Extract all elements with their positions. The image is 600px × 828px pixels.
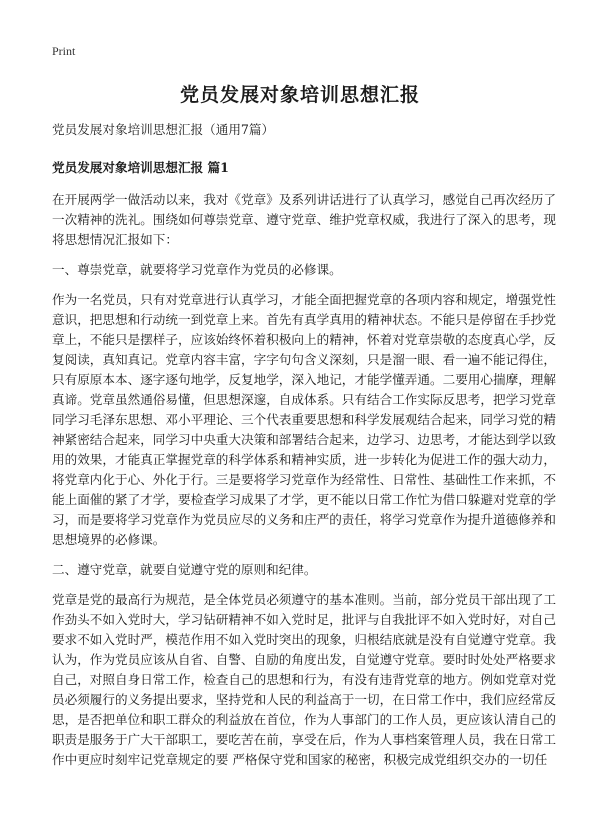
section-title: 党员发展对象培训思想汇报 篇1 [52,160,229,175]
paragraph-1: 作为一名党员，只有对党章进行认真学习，才能全面把握党章的各项内容和规定，增强党性意识，把思想和行动统一到党章上来。首先有真学真用的精神状态。不能只是停留在手抄党章上，不能只是摆样子，应该始终怀着积极向上的精神，怀着对党章崇敬的态度真心学，反复阅读，真知真记。党章内容丰富，字字句句含义深刻，只是溜一眼、看一遍不能记得住，只有原原本本、逐字逐句地学，反复地学，深入地记，才能学懂弄通。二要用心揣摩，理解真谛。党章虽然通俗易懂，但思想深邃，自成体系。只有结合工作实际反思考，把学习党章同学习毛泽东思想、邓小平理论、三个代表重要思想和科学发展观结合起来，同学习党的精神紧密结合起来，同学习中央重大决策和部署结合起来，边学习、边思考，才能达到学以致用的效果，才能真正掌握党章的科学体系和精神实质，进一步转化为促进工作的强大动力，将党章内化于心、外化于行。三是要将学习党章作为经常性、日常性、基础性工作来抓，不能上面催的紧了才学，要检查学习成果了才学，更不能以日常工作忙为借口躲避对党章的学习，而是要将学习党章作为党员应尽的义务和庄严的责任，将学习党章作为提升道德修养和思想境界的必修课。 [52,292,556,547]
heading-2: 二、遵守党章，就要自觉遵守党的原则和纪律。 [52,562,317,577]
print-link[interactable]: Print [52,44,76,58]
document-title: 党员发展对象培训思想汇报 [179,84,420,106]
paragraph-2: 党章是党的最高行为规范，是全体党员必须遵守的基本准则。当前，部分党员干部出现了工作劲头不如入党时大，学习钻研精神不如入党时足，批评与自我批评不如入党时好，对自己要求不如入党时严，模范作用不如入党时突出的现象，归根结底就是没有自觉遵守党章。我认为，作为党员应该从自省、自警、自励的角度出发，自觉遵守党章。要时时处处严格要求自己，对照自身日常工作，检查自己的思想和行为，有没有违背党章的地方。例如党章对党员必须履行的义务提出要求，坚持党和人民的利益高于一切，在日常工作中，我们应经常反思，是否把单位和职工群众的利益放在首位，作为人事部门的工作人员，更应该认清自己的职责是服务于广大干部职工，要吃苦在前，享受在后，作为人事档案管理人员，我在日常工作中更应时刻牢记党章规定的要 严格保守党和国家的秘密，积极完成党组织交办的一切任 [52,592,556,767]
document-body [52,120,556,780]
document-subtitle: 党员发展对象培训思想汇报（通用7篇） [52,122,275,137]
intro-paragraph: 在开展两学一做活动以来，我对《党章》及系列讲话进行了认真学习，感觉自己再次经历了一次精神的洗礼。围绕如何尊崇党章、遵守党章、维护党章权威，我进行了深入的思考，现将思想情况汇报如下： [52,192,556,247]
heading-1: 一、尊崇党章，就要将学习党章作为党员的必修课。 [52,262,342,277]
